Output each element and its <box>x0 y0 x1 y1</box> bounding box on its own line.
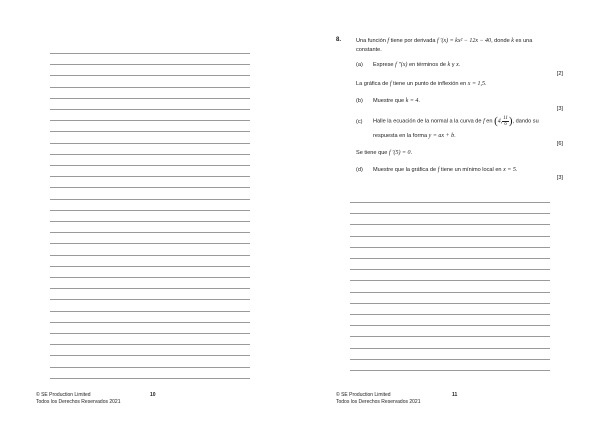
answer-line <box>50 333 250 334</box>
part-c-f: f <box>483 118 485 125</box>
right-answer-lines <box>350 0 550 424</box>
right-footer-publisher: © SE Production Limited <box>336 392 391 398</box>
part-a-label: (a) <box>356 62 363 68</box>
right-footer-rights: Todos los Derechos Reservados 2021 <box>336 399 421 405</box>
part-c-line2-expr: y = ax + b <box>428 133 455 139</box>
part-c-marks: [6] <box>556 141 563 147</box>
answer-line <box>50 355 250 356</box>
answer-line <box>50 322 250 323</box>
answer-line <box>350 224 550 225</box>
stem-inflexion-a: La gráfica de <box>356 81 390 87</box>
answer-line <box>50 87 250 88</box>
left-page-number: 10 <box>150 392 156 398</box>
answer-line <box>50 255 250 256</box>
part-c-text-a: Halle la ecuación de la normal a la curva de <box>373 118 484 125</box>
answer-line <box>350 236 550 237</box>
answer-line <box>50 120 250 121</box>
answer-line <box>50 75 250 76</box>
part-a-text-a: Exprese <box>373 62 396 68</box>
answer-line <box>350 359 550 360</box>
stem-inflexion-b: tiene un punto de inflexión en <box>391 81 468 87</box>
intro-text-d: es una <box>513 38 533 44</box>
part-c-point-x: 4, <box>497 118 503 125</box>
answer-line <box>50 165 250 166</box>
answer-line <box>350 213 550 214</box>
answer-line <box>350 247 550 248</box>
answer-line <box>50 98 250 99</box>
part-c-paren-close: ) <box>508 115 513 127</box>
right-page-number: 11 <box>452 392 458 398</box>
answer-line <box>350 348 550 349</box>
intro-f: f <box>387 38 390 44</box>
part-c-text-b: en <box>484 118 493 125</box>
answer-line <box>350 314 550 315</box>
answer-line <box>350 280 550 281</box>
part-b-marks: [3] <box>556 106 563 112</box>
answer-line <box>50 143 250 144</box>
part-b-text-b: . <box>418 98 420 104</box>
answer-line <box>50 299 250 300</box>
answer-line <box>50 210 250 211</box>
part-d-label: (d) <box>356 167 363 173</box>
stem-inflexion-f: f <box>389 81 392 87</box>
part-a-var-k: k <box>447 62 451 68</box>
stem-inflexion-x: x = 1,5 <box>467 81 485 87</box>
left-footer <box>36 392 121 406</box>
part-a-var-x: x <box>456 62 459 68</box>
answer-line <box>350 303 550 304</box>
answer-line <box>350 202 550 203</box>
part-d-text-b: tiene un mínimo local en <box>439 167 504 173</box>
answer-line <box>50 176 250 177</box>
part-c-line2-b: . <box>454 133 456 139</box>
right-footer <box>336 392 421 406</box>
answer-line <box>350 269 550 270</box>
part-b-text-a: Muestre que <box>373 98 406 104</box>
part-b-expr: k = 4 <box>405 98 419 104</box>
part-c-line2-a: respuesta en la forma <box>373 133 429 139</box>
stem-given-expr: f ′(5) = 0 <box>388 150 411 156</box>
part-c-text-c: , dando su <box>512 118 539 125</box>
intro-text-a: Una función <box>356 38 388 44</box>
answer-line <box>50 288 250 289</box>
answer-line <box>50 131 250 132</box>
left-footer-rights: Todos los Derechos Reservados 2021 <box>36 399 121 405</box>
part-d-text-a: Muestre que la gráfica de <box>373 167 438 173</box>
answer-line <box>350 292 550 293</box>
answer-line <box>50 344 250 345</box>
stem-inflexion-c: . <box>485 81 487 87</box>
part-a-marks: [2] <box>556 71 563 77</box>
part-c-paren-open: ( <box>494 115 498 127</box>
part-c-label: (c) <box>356 119 363 125</box>
part-c-frac-den: 6 <box>504 121 507 127</box>
intro-derivative: f ′(x) = kx² − 12x − 40 <box>436 38 492 44</box>
part-a-text-d: . <box>458 62 461 68</box>
answer-line <box>350 336 550 337</box>
answer-line <box>50 367 250 368</box>
left-footer-publisher: © SE Production Limited <box>36 392 91 398</box>
answer-line <box>50 277 250 278</box>
question-number: 8. <box>336 37 342 43</box>
answer-line <box>350 258 550 259</box>
intro-text-c: , donde <box>491 38 512 44</box>
answer-line <box>50 187 250 188</box>
right-page <box>300 0 600 424</box>
answer-line <box>50 154 250 155</box>
part-a-text-c: y <box>450 62 457 68</box>
part-a-expr: f ″(x) <box>395 62 408 68</box>
answer-line <box>50 53 250 54</box>
answer-line <box>350 325 550 326</box>
part-b-label: (b) <box>356 98 363 104</box>
intro-text-b: tiene por derivada <box>389 38 437 44</box>
answer-line <box>50 243 250 244</box>
stem-given-a: Se tiene que <box>356 150 389 156</box>
answer-line <box>350 370 550 371</box>
answer-line <box>50 232 250 233</box>
answer-line <box>50 311 250 312</box>
part-d-text-c: . <box>515 167 518 173</box>
answer-line <box>50 221 250 222</box>
answer-line <box>50 64 250 65</box>
answer-line <box>50 199 250 200</box>
question-intro-line2: constante. <box>356 47 382 53</box>
part-d-marks: [3] <box>556 175 563 181</box>
part-c-frac-num: 11 <box>503 115 508 121</box>
answer-line <box>50 378 250 379</box>
part-d-expr: x = 5 <box>503 167 516 173</box>
intro-k: k <box>511 38 514 44</box>
answer-line <box>50 266 250 267</box>
left-answer-lines <box>50 0 250 424</box>
stem-given-b: . <box>410 150 413 156</box>
answer-line <box>50 109 250 110</box>
part-a-text-b: en términos de <box>407 62 448 68</box>
part-d-f: f <box>437 167 440 173</box>
